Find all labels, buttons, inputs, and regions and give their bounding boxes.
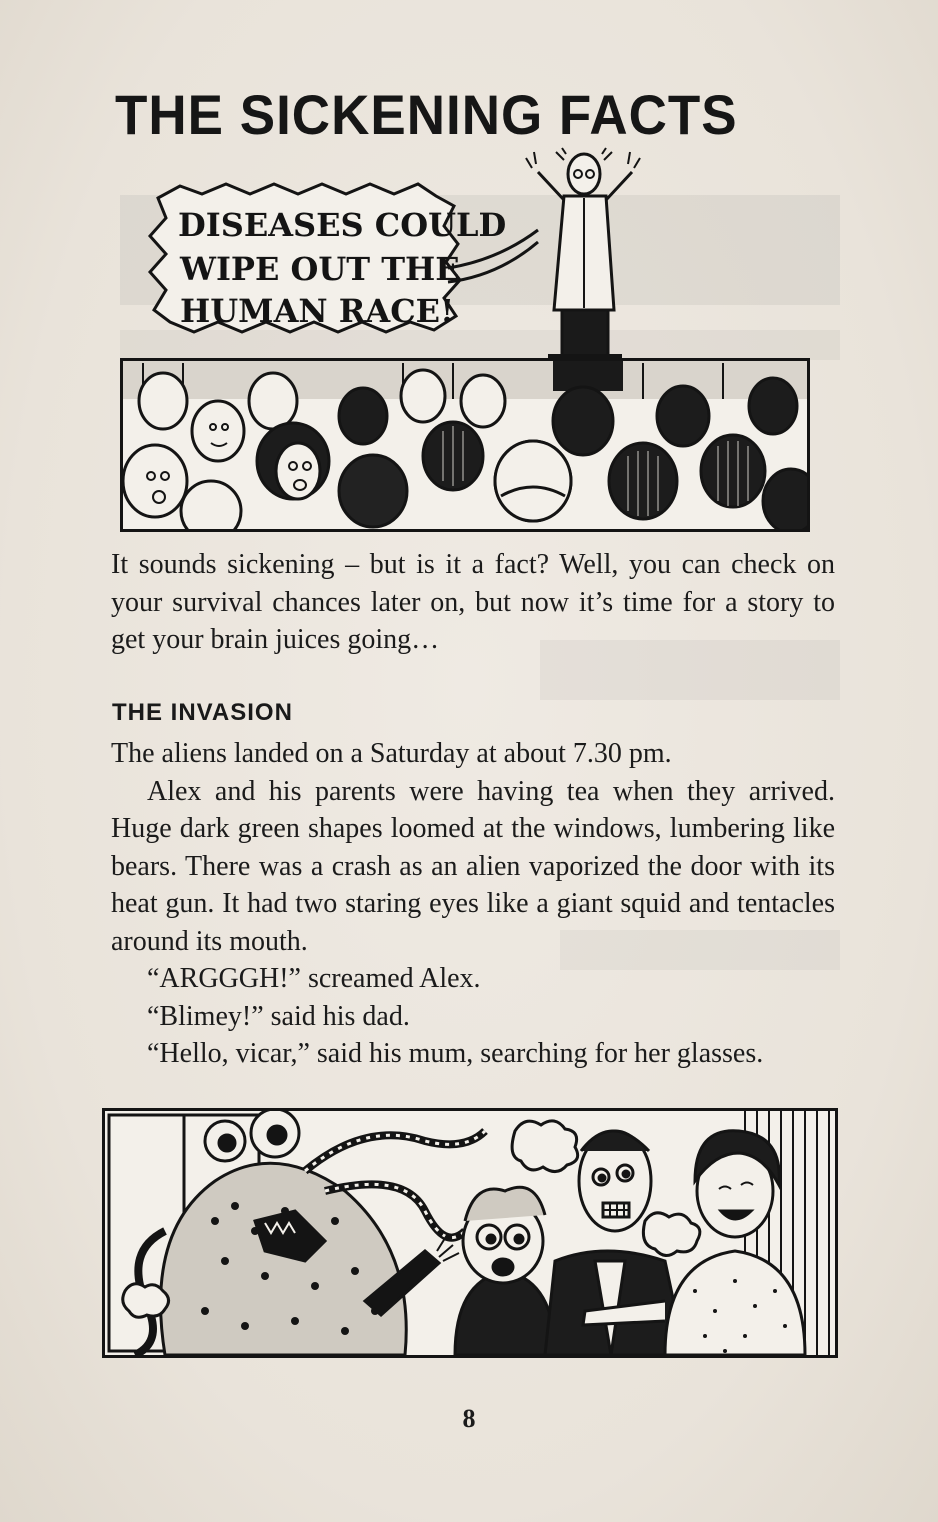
story-paragraph: “Blimey!” said his dad.: [147, 1000, 410, 1032]
section-heading: THE INVASION: [112, 699, 293, 726]
audience-illustration: [123, 361, 807, 529]
story-paragraph: Alex and his parents were having tea when they arrived. Huge dark green shapes loomed at the windows, lumbering like bears. There was a crash as an alien vaporized the door with its heat gun. It had two staring eyes like a giant squid and tentacles around its mouth.: [111, 775, 835, 957]
alien-invasion-cartoon: [102, 1108, 838, 1358]
story-text: [111, 735, 835, 1073]
page-number: 8: [462, 1404, 476, 1433]
page-title: THE SICKENING FACTS: [115, 84, 738, 147]
speech-bubble-scene: [118, 150, 838, 370]
lecture-cartoon: [120, 358, 810, 532]
alien-family-illustration: [105, 1111, 835, 1355]
story-paragraph: The aliens landed on a Saturday at about 7.30 pm.: [111, 738, 672, 769]
speech-line-3: HUMAN RACE!: [180, 292, 455, 330]
lecturer-figure: [526, 148, 640, 356]
speech-line-2: WIPE OUT THE: [180, 250, 460, 288]
intro-paragraph: It sounds sickening – but is it a fact? Well, you can check on your survival chances later on, but now it’s time for a story to get your brain juices going…: [111, 549, 835, 655]
story-paragraph: “ARGGGH!” screamed Alex.: [147, 963, 481, 994]
speech-line-1: DISEASES COULD: [178, 206, 507, 244]
story-paragraph: “Hello, vicar,” said his mum, searching for her glasses.: [147, 1038, 764, 1069]
